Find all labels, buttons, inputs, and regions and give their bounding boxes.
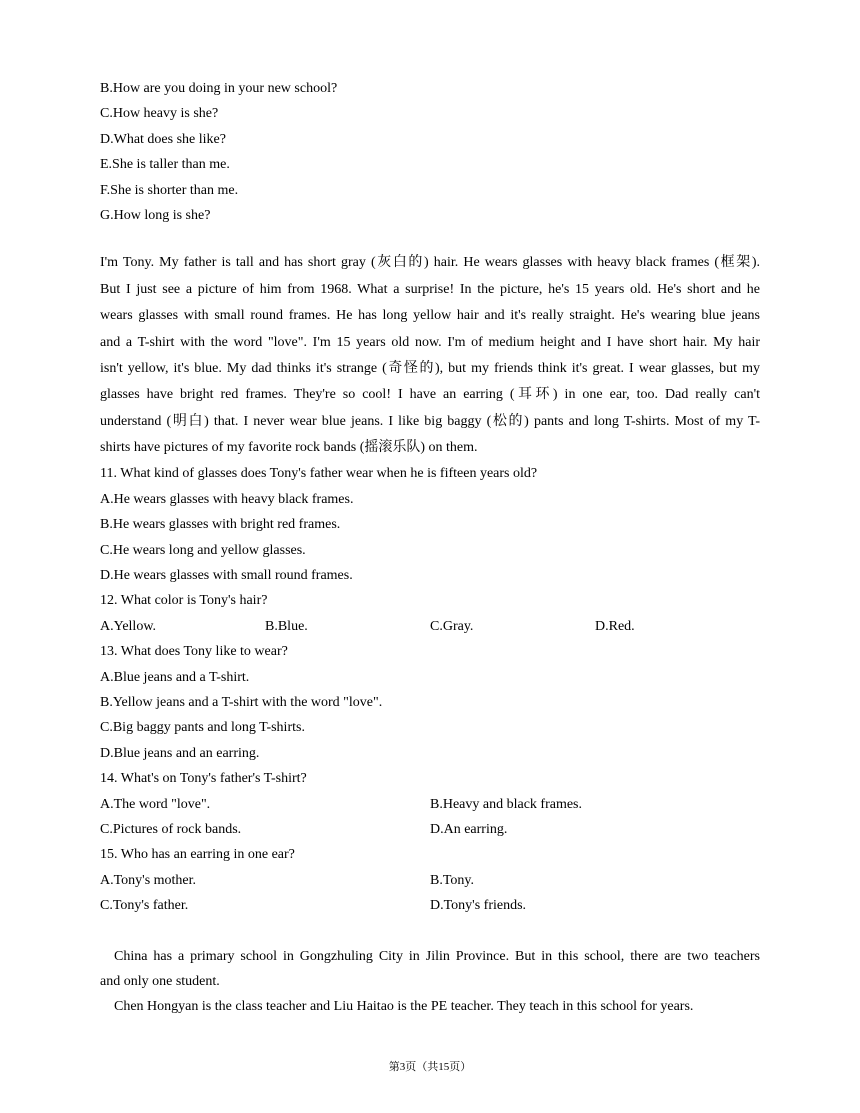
answer-option: D.Tony's friends. [430, 898, 527, 914]
question-text: 12. What color is Tony's hair? [100, 593, 268, 609]
reading-passage-school [100, 944, 760, 1020]
passage-line: understand (明白) that. I never wear blue jeans. I like big baggy (松的) pants and long T-shirts. Most of my T- [100, 413, 760, 429]
answer-option: D.He wears glasses with small round frames. [100, 568, 353, 584]
answer-option: B.He wears glasses with bright red frames. [100, 517, 341, 533]
answer-option: B.Blue. [265, 618, 308, 634]
question-13 [100, 639, 760, 766]
passage-line: isn't yellow, it's blue. My dad thinks it's strange (奇怪的), but my friends think it's great. I wear glasses, but my [100, 360, 760, 376]
option-line: F.She is shorter than me. [100, 182, 239, 198]
document-page [100, 76, 760, 1020]
answer-option: A.Tony's mother. [100, 872, 197, 888]
passage-line: and a T-shirt with the word "love". I'm 15 years old now. I'm of medium height and I have short hair. My hair [100, 334, 760, 350]
passage-line: and only one student. [100, 973, 220, 989]
answer-options-row [100, 792, 760, 817]
option-line: G.How long is she? [100, 207, 211, 223]
answer-option: B.Heavy and black frames. [430, 796, 582, 812]
answer-option: C.Big baggy pants and long T-shirts. [100, 720, 305, 736]
passage-line: I'm Tony. My father is tall and has short gray (灰白的) hair. He wears glasses with heavy black frames (框架). [100, 255, 760, 271]
passage-line: China has a primary school in Gongzhuling City in Jilin Province. But in this school, there are two teachers [114, 948, 760, 964]
question-14 [100, 766, 760, 842]
passage-line: Chen Hongyan is the class teacher and Liu Haitao is the PE teacher. They teach in this school for years. [114, 999, 694, 1015]
page-footer: 第3页（共15页） [388, 1061, 472, 1073]
question-11 [100, 461, 760, 588]
answer-option: C.Gray. [430, 618, 474, 634]
option-line: C.How heavy is she? [100, 106, 219, 122]
answer-option: B.Yellow jeans and a T-shirt with the word "love". [100, 694, 383, 710]
option-line: B.How are you doing in your new school? [100, 81, 338, 96]
question-text: 13. What does Tony like to wear? [100, 644, 288, 660]
spacer [100, 228, 760, 250]
answer-option: C.He wears long and yellow glasses. [100, 542, 306, 558]
passage-line: glasses have bright red frames. They're so cool! I have an earring (耳环) in one ear, too. Dad really can't [100, 387, 760, 403]
option-line: E.She is taller than me. [100, 157, 230, 173]
spacer [100, 919, 760, 944]
question-text: 15. Who has an earring in one ear? [100, 847, 295, 863]
answer-options-row [100, 893, 760, 918]
question-12 [100, 588, 760, 639]
passage-line: wears glasses with small round frames. He has long yellow hair and it's really straight. He's wearing blue jeans [100, 308, 760, 324]
answer-options-row [100, 817, 760, 842]
answer-option: D.An earring. [430, 821, 508, 837]
answer-options-row [100, 614, 760, 639]
answer-options-row [100, 868, 760, 893]
answer-options-block [100, 76, 760, 228]
answer-option: A.He wears glasses with heavy black frames. [100, 491, 354, 507]
answer-option: A.Yellow. [100, 618, 157, 634]
answer-option: D.Blue jeans and an earring. [100, 745, 260, 761]
answer-option: A.Blue jeans and a T-shirt. [100, 669, 250, 685]
reading-passage-tony [100, 250, 760, 461]
question-text: 11. What kind of glasses does Tony's father wear when he is fifteen years old? [100, 466, 538, 482]
passage-line: But I just see a picture of him from 1968. What a surprise! In the picture, he's 15 years old. He's short and he [100, 281, 760, 297]
answer-option: A.The word "love". [100, 796, 211, 812]
question-text: 14. What's on Tony's father's T-shirt? [100, 771, 307, 787]
passage-line: shirts have pictures of my favorite rock bands (摇滚乐队) on them. [100, 440, 478, 456]
option-line: D.What does she like? [100, 131, 226, 147]
answer-option: D.Red. [595, 618, 635, 634]
answer-option: C.Tony's father. [100, 898, 189, 914]
answer-option: B.Tony. [430, 872, 475, 888]
answer-option: C.Pictures of rock bands. [100, 821, 242, 837]
question-15 [100, 842, 760, 918]
